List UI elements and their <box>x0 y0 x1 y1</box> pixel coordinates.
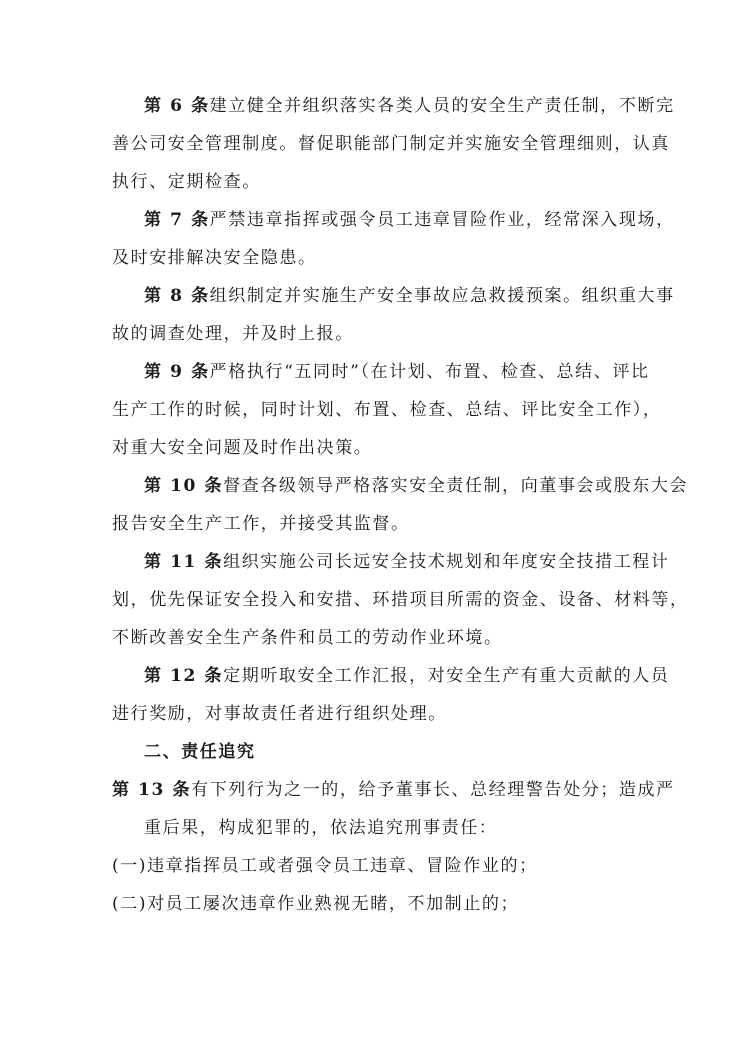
article-7-text-1: 严禁违章指挥或强令员工违章冒险作业，经常深入现场， <box>209 210 675 230</box>
article-11-line-2: 划，优先保证安全投入和安措、环措项目所需的资金、设备、材料等， <box>112 590 689 610</box>
article-7-number: 第 7 条 <box>144 210 210 230</box>
article-13-line-1 <box>112 777 675 803</box>
article-9-number: 第 9 条 <box>144 362 210 382</box>
article-11-number: 第 11 条 <box>144 552 224 572</box>
article-7-line-2: 及时安排解决安全隐患。 <box>112 248 317 268</box>
article-9-line-2: 生产工作的时候，同时计划、布置、检查、总结、评比安全工作）， <box>112 400 662 420</box>
article-7-line-1 <box>144 207 675 233</box>
list-item-1: (一)违章指挥员工或者强令员工违章、冒险作业的； <box>112 856 538 876</box>
article-9-line-1 <box>144 359 650 385</box>
article-6-line-3: 执行、定期检查。 <box>112 172 261 192</box>
article-6-number: 第 6 条 <box>144 96 210 116</box>
article-10-text-1: 督查各级领导严格落实安全责任制，向董事会或股东大会 <box>223 476 689 496</box>
article-8-text-1: 组织制定并实施生产安全事故应急救援预案。组织重大事 <box>209 286 675 306</box>
article-8-number: 第 8 条 <box>144 286 210 306</box>
article-10-line-1 <box>144 473 688 499</box>
article-13-number: 第 13 条 <box>112 780 192 800</box>
article-9-line-3: 对重大安全问题及时作出决策。 <box>112 438 373 458</box>
article-11-line-3: 不断改善安全生产条件和员工的劳动作业环境。 <box>112 628 503 648</box>
article-6-text-1: 建立健全并组织落实各类人员的安全生产责任制，不断完 <box>209 96 675 116</box>
article-10-line-2: 报告安全生产工作，并接受其监督。 <box>112 514 410 534</box>
article-9-text-1: 严格执行“五同时”（在计划、布置、检查、总结、评比 <box>209 362 650 382</box>
article-10-number: 第 10 条 <box>144 476 224 496</box>
section-heading: 二、责任追究 <box>144 742 256 762</box>
article-13-text-1: 有下列行为之一的，给予董事长、总经理警告处分；造成严 <box>191 780 675 800</box>
article-12-number: 第 12 条 <box>144 666 224 686</box>
article-12-text-1: 定期听取安全工作汇报，对安全生产有重大贡献的人员 <box>223 666 670 686</box>
article-13-line-2: 重后果，构成犯罪的，依法追究刑事责任： <box>144 818 498 838</box>
article-6-line-1 <box>144 93 675 119</box>
article-6-line-2: 善公司安全管理制度。督促职能部门制定并实施安全管理细则，认真 <box>112 134 670 154</box>
article-12-line-2: 进行奖励，对事故责任者进行组织处理。 <box>112 704 447 724</box>
article-8-line-2: 故的调查处理，并及时上报。 <box>112 324 354 344</box>
list-item-2: (二)对员工屡次违章作业熟视无睹，不加制止的； <box>112 894 520 914</box>
article-11-line-1 <box>144 549 670 575</box>
article-12-line-1 <box>144 663 670 689</box>
article-8-line-1 <box>144 283 675 309</box>
article-11-text-1: 组织实施公司长远安全技术规划和年度安全技措工程计 <box>223 552 670 572</box>
